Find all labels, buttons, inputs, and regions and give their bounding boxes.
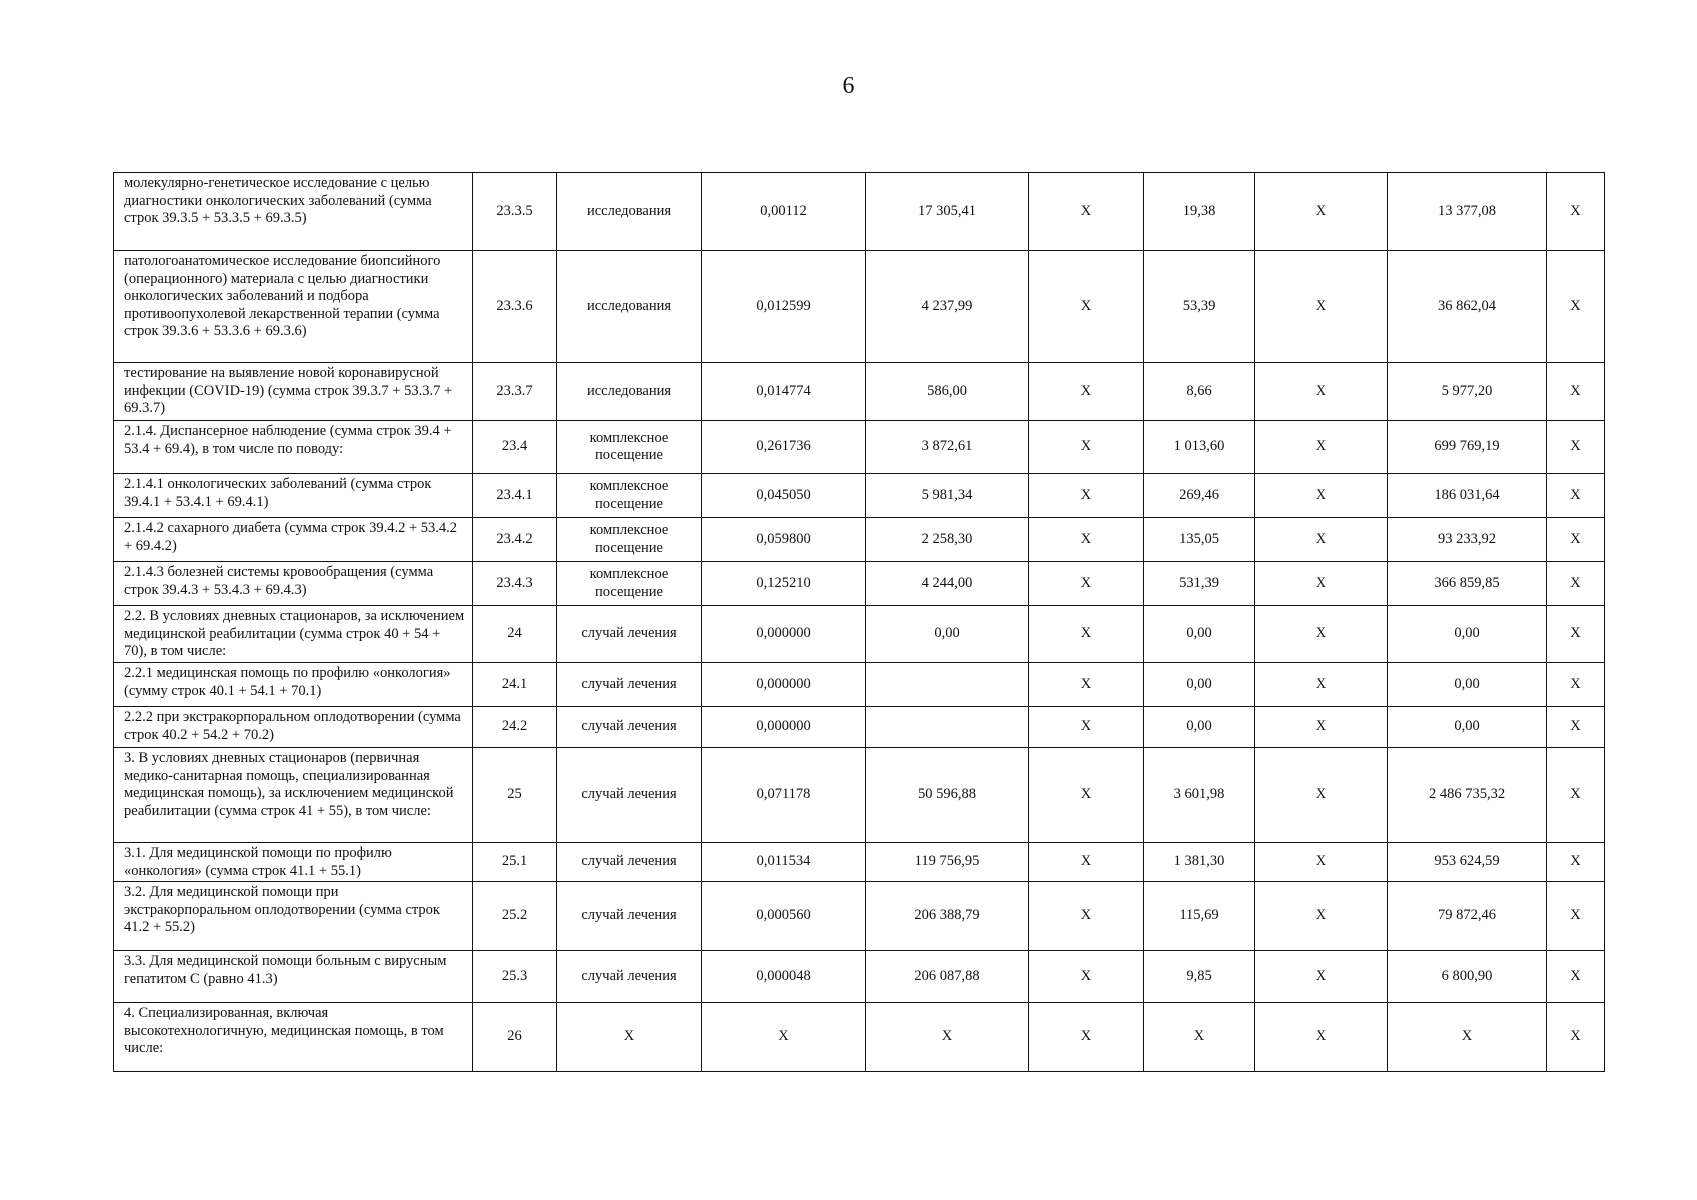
row-unit-cell: случай лечения: [557, 606, 702, 663]
row-cost-cell: X: [866, 1003, 1029, 1072]
financing-table: [113, 172, 1605, 1072]
row-total-cell: 93 233,92: [1388, 518, 1547, 562]
row-col10-cell: X: [1547, 562, 1605, 606]
row-norm-cell: 0,045050: [702, 474, 866, 518]
row-name-cell: 2.2.1 медицинская помощь по профилю «онкология» (сумму строк 40.1 + 54.1 + 70.1): [114, 663, 473, 707]
row-per-capita-cell: 3 601,98: [1144, 748, 1255, 843]
table-row: [114, 173, 1605, 251]
row-norm-cell: 0,012599: [702, 251, 866, 363]
row-col8-cell: X: [1255, 606, 1388, 663]
row-norm-cell: X: [702, 1003, 866, 1072]
table-row: [114, 843, 1605, 882]
row-line-number-cell: 25.3: [473, 951, 557, 1003]
row-col8-cell: X: [1255, 843, 1388, 882]
row-name-cell: 3.1. Для медицинской помощи по профилю «онкология» (сумма строк 41.1 + 55.1): [114, 843, 473, 882]
row-unit-cell: исследования: [557, 173, 702, 251]
row-name-cell: 2.1.4.2 сахарного диабета (сумма строк 39.4.2 + 53.4.2 + 69.4.2): [114, 518, 473, 562]
row-unit-cell: комплексное посещение: [557, 474, 702, 518]
row-cost-cell: 4 237,99: [866, 251, 1029, 363]
row-col8-cell: X: [1255, 363, 1388, 421]
row-col8-cell: X: [1255, 421, 1388, 474]
row-col8-cell: X: [1255, 562, 1388, 606]
row-col6-cell: X: [1029, 474, 1144, 518]
row-col6-cell: X: [1029, 421, 1144, 474]
row-col6-cell: X: [1029, 518, 1144, 562]
row-unit-cell: комплексное посещение: [557, 562, 702, 606]
row-norm-cell: 0,00112: [702, 173, 866, 251]
row-col10-cell: X: [1547, 474, 1605, 518]
table-row: [114, 748, 1605, 843]
row-col8-cell: X: [1255, 663, 1388, 707]
row-total-cell: 6 800,90: [1388, 951, 1547, 1003]
row-line-number-cell: 24.2: [473, 707, 557, 748]
row-name-cell: 3.3. Для медицинской помощи больным с вирусным гепатитом С (равно 41.3): [114, 951, 473, 1003]
row-total-cell: 0,00: [1388, 663, 1547, 707]
table-row: [114, 951, 1605, 1003]
table-row: [114, 1003, 1605, 1072]
row-total-cell: 79 872,46: [1388, 882, 1547, 951]
row-per-capita-cell: 9,85: [1144, 951, 1255, 1003]
row-cost-cell: 2 258,30: [866, 518, 1029, 562]
row-col8-cell: X: [1255, 882, 1388, 951]
row-name-cell: молекулярно-генетическое исследование с целью диагностики онкологических заболеваний (сумма строк 39.3.5 + 53.3.5 + 69.3.5): [114, 173, 473, 251]
row-col6-cell: X: [1029, 173, 1144, 251]
table-row: [114, 606, 1605, 663]
row-col10-cell: X: [1547, 707, 1605, 748]
row-col6-cell: X: [1029, 1003, 1144, 1072]
row-unit-cell: случай лечения: [557, 748, 702, 843]
table-row: [114, 363, 1605, 421]
row-col10-cell: X: [1547, 606, 1605, 663]
row-name-cell: 2.1.4.1 онкологических заболеваний (сумма строк 39.4.1 + 53.4.1 + 69.4.1): [114, 474, 473, 518]
row-col6-cell: X: [1029, 707, 1144, 748]
row-name-cell: 2.2.2 при экстракорпоральном оплодотворении (сумма строк 40.2 + 54.2 + 70.2): [114, 707, 473, 748]
row-cost-cell: 5 981,34: [866, 474, 1029, 518]
row-line-number-cell: 23.3.5: [473, 173, 557, 251]
row-norm-cell: 0,014774: [702, 363, 866, 421]
row-norm-cell: 0,059800: [702, 518, 866, 562]
row-col8-cell: X: [1255, 707, 1388, 748]
row-col8-cell: X: [1255, 748, 1388, 843]
row-norm-cell: 0,000000: [702, 606, 866, 663]
row-line-number-cell: 23.3.6: [473, 251, 557, 363]
row-cost-cell: 206 388,79: [866, 882, 1029, 951]
row-name-cell: патологоанатомическое исследование биопсийного (операционного) материала с целью диагностики онкологических заболеваний и подбора противоопухолевой лекарственной терапии (сумма строк 39.3.6 + 53.3.6 + 69.3.6): [114, 251, 473, 363]
row-line-number-cell: 24.1: [473, 663, 557, 707]
table-row: [114, 421, 1605, 474]
row-col10-cell: X: [1547, 421, 1605, 474]
row-col6-cell: X: [1029, 562, 1144, 606]
table-row: [114, 562, 1605, 606]
row-line-number-cell: 24: [473, 606, 557, 663]
row-name-cell: тестирование на выявление новой коронавирусной инфекции (COVID-19) (сумма строк 39.3.7 + 53.3.7 + 69.3.7): [114, 363, 473, 421]
row-col8-cell: X: [1255, 173, 1388, 251]
row-per-capita-cell: 53,39: [1144, 251, 1255, 363]
row-per-capita-cell: 531,39: [1144, 562, 1255, 606]
row-col6-cell: X: [1029, 951, 1144, 1003]
row-total-cell: 0,00: [1388, 707, 1547, 748]
table-row: [114, 518, 1605, 562]
row-per-capita-cell: 269,46: [1144, 474, 1255, 518]
row-line-number-cell: 23.3.7: [473, 363, 557, 421]
row-per-capita-cell: 19,38: [1144, 173, 1255, 251]
row-per-capita-cell: X: [1144, 1003, 1255, 1072]
row-col10-cell: X: [1547, 882, 1605, 951]
row-per-capita-cell: 0,00: [1144, 606, 1255, 663]
row-cost-cell: 0,00: [866, 606, 1029, 663]
row-total-cell: 36 862,04: [1388, 251, 1547, 363]
row-col10-cell: X: [1547, 251, 1605, 363]
page-number: 6: [842, 73, 855, 99]
row-cost-cell: 3 872,61: [866, 421, 1029, 474]
row-norm-cell: 0,125210: [702, 562, 866, 606]
row-norm-cell: 0,000000: [702, 663, 866, 707]
row-col10-cell: X: [1547, 173, 1605, 251]
row-total-cell: X: [1388, 1003, 1547, 1072]
row-norm-cell: 0,011534: [702, 843, 866, 882]
row-col6-cell: X: [1029, 606, 1144, 663]
row-unit-cell: случай лечения: [557, 843, 702, 882]
table-row: [114, 251, 1605, 363]
table-row: [114, 707, 1605, 748]
row-total-cell: 186 031,64: [1388, 474, 1547, 518]
row-line-number-cell: 23.4.1: [473, 474, 557, 518]
row-line-number-cell: 25: [473, 748, 557, 843]
table-row: [114, 474, 1605, 518]
row-per-capita-cell: 0,00: [1144, 663, 1255, 707]
row-col8-cell: X: [1255, 1003, 1388, 1072]
row-unit-cell: случай лечения: [557, 951, 702, 1003]
row-col6-cell: X: [1029, 663, 1144, 707]
row-total-cell: 366 859,85: [1388, 562, 1547, 606]
row-line-number-cell: 23.4: [473, 421, 557, 474]
row-norm-cell: 0,000560: [702, 882, 866, 951]
row-unit-cell: исследования: [557, 251, 702, 363]
row-col8-cell: X: [1255, 518, 1388, 562]
row-col10-cell: X: [1547, 363, 1605, 421]
row-col10-cell: X: [1547, 951, 1605, 1003]
row-col10-cell: X: [1547, 663, 1605, 707]
row-unit-cell: случай лечения: [557, 882, 702, 951]
table-row: [114, 882, 1605, 951]
row-total-cell: 953 624,59: [1388, 843, 1547, 882]
row-norm-cell: 0,261736: [702, 421, 866, 474]
row-col6-cell: X: [1029, 843, 1144, 882]
row-col10-cell: X: [1547, 1003, 1605, 1072]
row-unit-cell: X: [557, 1003, 702, 1072]
row-col8-cell: X: [1255, 251, 1388, 363]
row-col8-cell: X: [1255, 951, 1388, 1003]
row-line-number-cell: 25.2: [473, 882, 557, 951]
row-cost-cell: 119 756,95: [866, 843, 1029, 882]
row-col8-cell: X: [1255, 474, 1388, 518]
row-col6-cell: X: [1029, 251, 1144, 363]
row-line-number-cell: 25.1: [473, 843, 557, 882]
row-norm-cell: 0,000000: [702, 707, 866, 748]
row-cost-cell: 206 087,88: [866, 951, 1029, 1003]
row-col10-cell: X: [1547, 748, 1605, 843]
row-total-cell: 2 486 735,32: [1388, 748, 1547, 843]
row-per-capita-cell: 115,69: [1144, 882, 1255, 951]
row-col10-cell: X: [1547, 843, 1605, 882]
row-name-cell: 2.2. В условиях дневных стационаров, за исключением медицинской реабилитации (сумма строк 40 + 54 + 70), в том числе:: [114, 606, 473, 663]
row-per-capita-cell: 1 381,30: [1144, 843, 1255, 882]
row-per-capita-cell: 8,66: [1144, 363, 1255, 421]
row-cost-cell: 4 244,00: [866, 562, 1029, 606]
row-col10-cell: X: [1547, 518, 1605, 562]
row-name-cell: 2.1.4. Диспансерное наблюдение (сумма строк 39.4 + 53.4 + 69.4), в том числе по поводу:: [114, 421, 473, 474]
row-cost-cell: 17 305,41: [866, 173, 1029, 251]
row-line-number-cell: 23.4.2: [473, 518, 557, 562]
row-per-capita-cell: 1 013,60: [1144, 421, 1255, 474]
row-name-cell: 3.2. Для медицинской помощи при экстракорпоральном оплодотворении (сумма строк 41.2 + 55.2): [114, 882, 473, 951]
row-unit-cell: случай лечения: [557, 663, 702, 707]
row-unit-cell: случай лечения: [557, 707, 702, 748]
row-name-cell: 2.1.4.3 болезней системы кровообращения (сумма строк 39.4.3 + 53.4.3 + 69.4.3): [114, 562, 473, 606]
row-total-cell: 13 377,08: [1388, 173, 1547, 251]
row-norm-cell: 0,000048: [702, 951, 866, 1003]
row-col6-cell: X: [1029, 363, 1144, 421]
row-cost-cell: 50 596,88: [866, 748, 1029, 843]
row-per-capita-cell: 0,00: [1144, 707, 1255, 748]
table-row: [114, 663, 1605, 707]
row-name-cell: 4. Специализированная, включая высокотехнологичную, медицинская помощь, в том числе:: [114, 1003, 473, 1072]
row-col6-cell: X: [1029, 748, 1144, 843]
row-line-number-cell: 26: [473, 1003, 557, 1072]
row-line-number-cell: 23.4.3: [473, 562, 557, 606]
row-total-cell: 699 769,19: [1388, 421, 1547, 474]
row-norm-cell: 0,071178: [702, 748, 866, 843]
row-unit-cell: исследования: [557, 363, 702, 421]
row-col6-cell: X: [1029, 882, 1144, 951]
row-per-capita-cell: 135,05: [1144, 518, 1255, 562]
row-name-cell: 3. В условиях дневных стационаров (первичная медико-санитарная помощь, специализированная медицинская помощь), за исключением медицинской реабилитации (сумма строк 41 + 55), в том числе:: [114, 748, 473, 843]
row-total-cell: 0,00: [1388, 606, 1547, 663]
row-unit-cell: комплексное посещение: [557, 421, 702, 474]
row-cost-cell: [866, 663, 1029, 707]
row-unit-cell: комплексное посещение: [557, 518, 702, 562]
row-cost-cell: 586,00: [866, 363, 1029, 421]
row-cost-cell: [866, 707, 1029, 748]
row-total-cell: 5 977,20: [1388, 363, 1547, 421]
